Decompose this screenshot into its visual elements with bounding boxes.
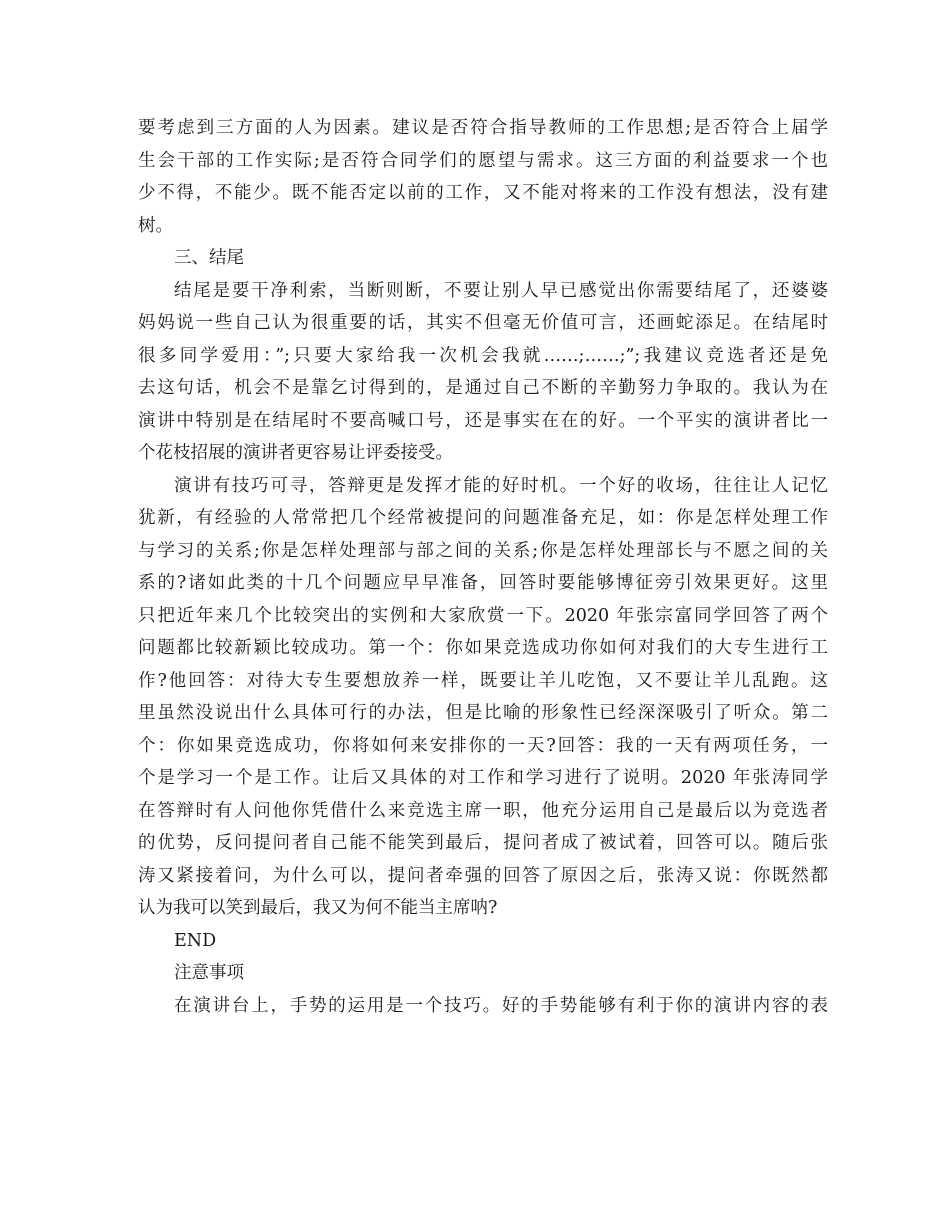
- text-line: 个是学习一个是工作。让后又具体的对工作和学习进行了说明。2020 年张涛同学: [138, 768, 828, 788]
- text-line: 少不得，不能少。既不能否定以前的工作，又不能对将来的工作没有想法，没有建: [138, 183, 828, 203]
- text-line: 树。: [138, 215, 173, 236]
- text-line: 妈妈说一些自己认为很重要的话，其实不但毫无价值可言，还画蛇添足。在结尾时: [138, 313, 828, 333]
- text-line: 三、结尾: [174, 248, 244, 268]
- text-line: 注意事项: [174, 963, 244, 983]
- text-line: 里虽然没说出什么具体可行的办法，但是比喻的形象性已经深深吸引了听众。第二: [138, 703, 828, 723]
- text-line: 认为我可以笑到最后，我又为何不能当主席呐?: [138, 898, 498, 918]
- text-line: 在演讲台上，手势的运用是一个技巧。好的手势能够有利于你的演讲内容的表: [174, 995, 828, 1016]
- text-line: 演讲中特别是在结尾时不要高喊口号，还是事实在在的好。一个平实的演讲者比一: [138, 410, 828, 431]
- text-line: 结尾是要干净利索，当断则断，不要让别人早已感觉出你需要结尾了，还婆婆: [174, 280, 828, 301]
- text-line: 作?他回答：对待大专生要想放养一样，既要让羊儿吃饱，又不要让羊儿乱跑。这: [138, 670, 828, 691]
- document-body: [138, 112, 828, 1022]
- text-line: 系的?诸如此类的十几个问题应早早准备，回答时要能够博征旁引效果更好。这里: [138, 573, 828, 593]
- text-line: 涛又紧接着问，为什么可以，提问者牵强的回答了原因之后，张涛又说：你既然都: [138, 865, 828, 886]
- text-line: 要考虑到三方面的人为因素。建议是否符合指导教师的工作思想;是否符合上届学: [138, 118, 828, 138]
- text-line: 与学习的关系;你是怎样处理部与部之间的关系;你是怎样处理部长与不愿之间的关: [138, 540, 828, 561]
- text-line: 犹新，有经验的人常常把几个经常被提问的问题准备充足，如：你是怎样处理工作: [138, 508, 828, 528]
- text-line: 个花枝招展的演讲者更容易让评委接受。: [138, 443, 453, 463]
- text-line: 演讲有技巧可寻，答辩更是发挥才能的好时机。一个好的收场，往往让人记忆: [174, 475, 828, 496]
- text-line: 的优势，反问提问者自己能不能笑到最后，提问者成了被试着，回答可以。随后张: [138, 833, 828, 853]
- text-line: END: [174, 930, 217, 951]
- text-line: 去这句话，机会不是靠乞讨得到的，是通过自己不断的辛勤努力争取的。我认为在: [138, 378, 828, 398]
- text-line: 很多同学爱用：”;只要大家给我一次机会我就……;……;”;我建议竞选者还是免: [138, 345, 828, 366]
- text-line: 只把近年来几个比较突出的实例和大家欣赏一下。2020 年张宗富同学回答了两个: [138, 605, 828, 626]
- text-line: 个：你如果竞选成功，你将如何来安排你的一天?回答：我的一天有两项任务，一: [138, 735, 828, 756]
- text-line: 问题都比较新颖比较成功。第一个：你如果竞选成功你如何对我们的大专生进行工: [138, 638, 828, 658]
- text-line: 生会干部的工作实际;是否符合同学们的愿望与需求。这三方面的利益要求一个也: [138, 150, 828, 171]
- text-line: 在答辩时有人问他你凭借什么来竞选主席一职，他充分运用自己是最后以为竞选者: [138, 800, 828, 821]
